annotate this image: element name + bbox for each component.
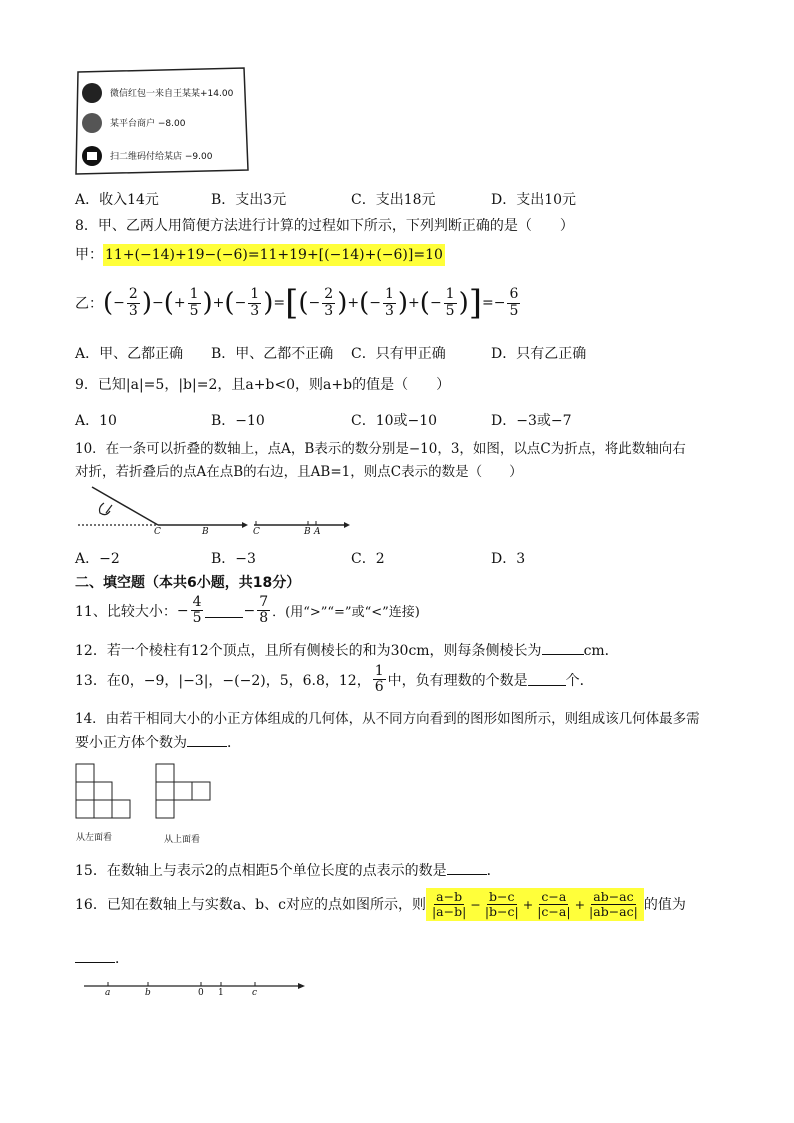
q10-option-b: B．−3 <box>211 551 256 567</box>
q14-line1: 14．由若干相同大小的小正方体组成的几何体，从不同方向看到的图形如图所示，则组成该几何体最多需 <box>75 711 700 727</box>
q8-stem: 8．甲、乙两人用简便方法进行计算的过程如下所示，下列判断正确的是（ ） <box>75 218 574 234</box>
q13-row: 13．在0，−9，|−3|，−(−2)，5，6.8，12， $\frac{1}{6}$ 中，负有理数的个数是 个． <box>75 663 594 696</box>
q13-end: 个． <box>565 672 594 689</box>
q8-yi-expression: ( − $\frac{2}{3}$ ) − ( + $\frac{1}{5}$ ) + ( − $\frac{1}{3}$ ) = [ ( − $\frac{2}{3}$ ) + ( − $\frac{1}{3}$ ) + ( − $\frac{1}{5}$ ) ] =− $\frac{6}{5}$ <box>103 283 519 323</box>
q14-line2-text: 要小正方体个数为 <box>75 735 187 751</box>
q10-stem-line2: 对折，若折叠后的点A在点B的右边，且AB=1，则点C表示的数是（ ） <box>75 464 523 480</box>
q16-blank <box>75 950 115 963</box>
q7-option-c: C．支出18元 <box>351 192 436 208</box>
q10-option-a: A．−2 <box>75 551 120 567</box>
q8-option-c: C．只有甲正确 <box>351 346 446 362</box>
q7-option-a: A．收入14元 <box>75 192 159 208</box>
q8-jia-row <box>75 244 445 264</box>
q8-option-a: A．甲、乙都正确 <box>75 346 184 362</box>
q16-label-a: a <box>105 988 111 998</box>
q16-answer-line <box>75 948 129 968</box>
q9-option-b: B．−10 <box>211 413 265 429</box>
q10-label-b2: B <box>304 527 311 537</box>
wallet-item-3: 扫二维码付给某店 −9.00 <box>110 152 213 162</box>
q16-row <box>75 888 686 921</box>
q8-option-b: B．甲、乙都不正确 <box>211 346 334 362</box>
q10-option-d: D．3 <box>491 551 526 567</box>
wallet-figure <box>72 66 250 176</box>
q11-suffix: ．(用“>”“=”或“<”连接) <box>272 605 420 621</box>
q13-blank <box>528 673 566 686</box>
q8-option-d: D．只有乙正确 <box>491 346 587 362</box>
q15-blank <box>447 862 487 875</box>
q16-expression: $\frac{a-b}{|a-b|}$ − $\frac{b-c}{|b-c|}$ + $\frac{c-a}{|c-a|}$ + $\frac{ab-ac}{|ab-ac|}$ <box>426 888 644 921</box>
q7-option-d: D．支出10元 <box>491 192 577 208</box>
q8-yi-row <box>75 283 522 323</box>
q10-label-b1: B <box>202 527 209 537</box>
q15-end: ． <box>486 863 501 879</box>
q12-unit: cm． <box>583 643 619 659</box>
q14-views <box>74 762 224 826</box>
q14-blank <box>187 734 227 747</box>
q12-blank <box>542 642 584 655</box>
q13-text: 13．在0，−9，|−3|，−(−2)，5，6.8，12， <box>75 672 371 689</box>
q16-suffix: 的值为 <box>643 897 686 914</box>
q10-stem-line1: 10．在一条可以折叠的数轴上，点A，B表示的数分别是−10，3，如图，以点C为折点，将此数轴向右 <box>75 441 686 457</box>
q16-end: ． <box>115 951 129 967</box>
q9-option-d: D．−3或−7 <box>491 413 572 429</box>
q14-top-view-caption: 从上面看 <box>164 835 201 845</box>
q15-text: 15．在数轴上与表示2的点相距5个单位长度的点表示的数是 <box>75 863 447 879</box>
q16-number-line <box>82 974 312 1004</box>
section-2-title: 二、填空题（本共6小题，共18分） <box>75 575 301 591</box>
q16-label-1: 1 <box>218 988 224 998</box>
q10-option-c: C．2 <box>351 551 385 567</box>
q10-label-c2: C <box>253 527 260 537</box>
q10-label-c1: C <box>154 527 161 537</box>
q7-option-b: B．支出3元 <box>211 192 287 208</box>
q12-row <box>75 640 619 660</box>
q8-yi-label: 乙： <box>75 296 103 312</box>
q14-line2 <box>75 732 241 752</box>
q13-suffix: 中，负有理数的个数是 <box>387 672 528 689</box>
q8-jia-expression: 11+(−14)+19−(−6)=11+19+[(−14)+(−6)]=10 <box>103 244 445 266</box>
q16-axis <box>82 974 312 1004</box>
q14-left-view-caption: 从左面看 <box>76 833 113 843</box>
q16-text: 16．已知在数轴上与实数a、b、c对应的点如图所示，则 <box>75 897 426 914</box>
q10-fold-diagram <box>74 485 354 537</box>
q16-label-c: c <box>252 988 258 998</box>
wallet-item-1: 微信红包一来自王某某+14.00 <box>110 89 234 99</box>
q9-stem: 9．已知|a|=5，|b|=2，且a+b<0，则a+b的值是（ ） <box>75 377 451 393</box>
q8-jia-label: 甲： <box>75 247 103 263</box>
q14-figures <box>74 762 224 845</box>
q9-option-c: C．10或−10 <box>351 413 438 429</box>
q11-expression: − $\frac{4}{5}$ − $\frac{7}{8}$ <box>176 594 269 627</box>
q14-end: ． <box>227 735 241 751</box>
q12-text: 12．若一个棱柱有12个顶点，且所有侧棱长的和为30cm，则每条侧棱长为 <box>75 643 542 659</box>
q9-option-a: A．10 <box>75 413 117 429</box>
q16-label-0: 0 <box>198 988 204 998</box>
wallet-item-2: 某平台商户 −8.00 <box>110 119 186 129</box>
q16-label-b: b <box>145 988 151 998</box>
q10-figure <box>74 485 354 537</box>
q11-row <box>75 595 420 627</box>
q10-label-a: A <box>314 527 321 537</box>
q15-row <box>75 860 501 880</box>
q11-prefix: 11、比较大小： <box>75 603 177 620</box>
